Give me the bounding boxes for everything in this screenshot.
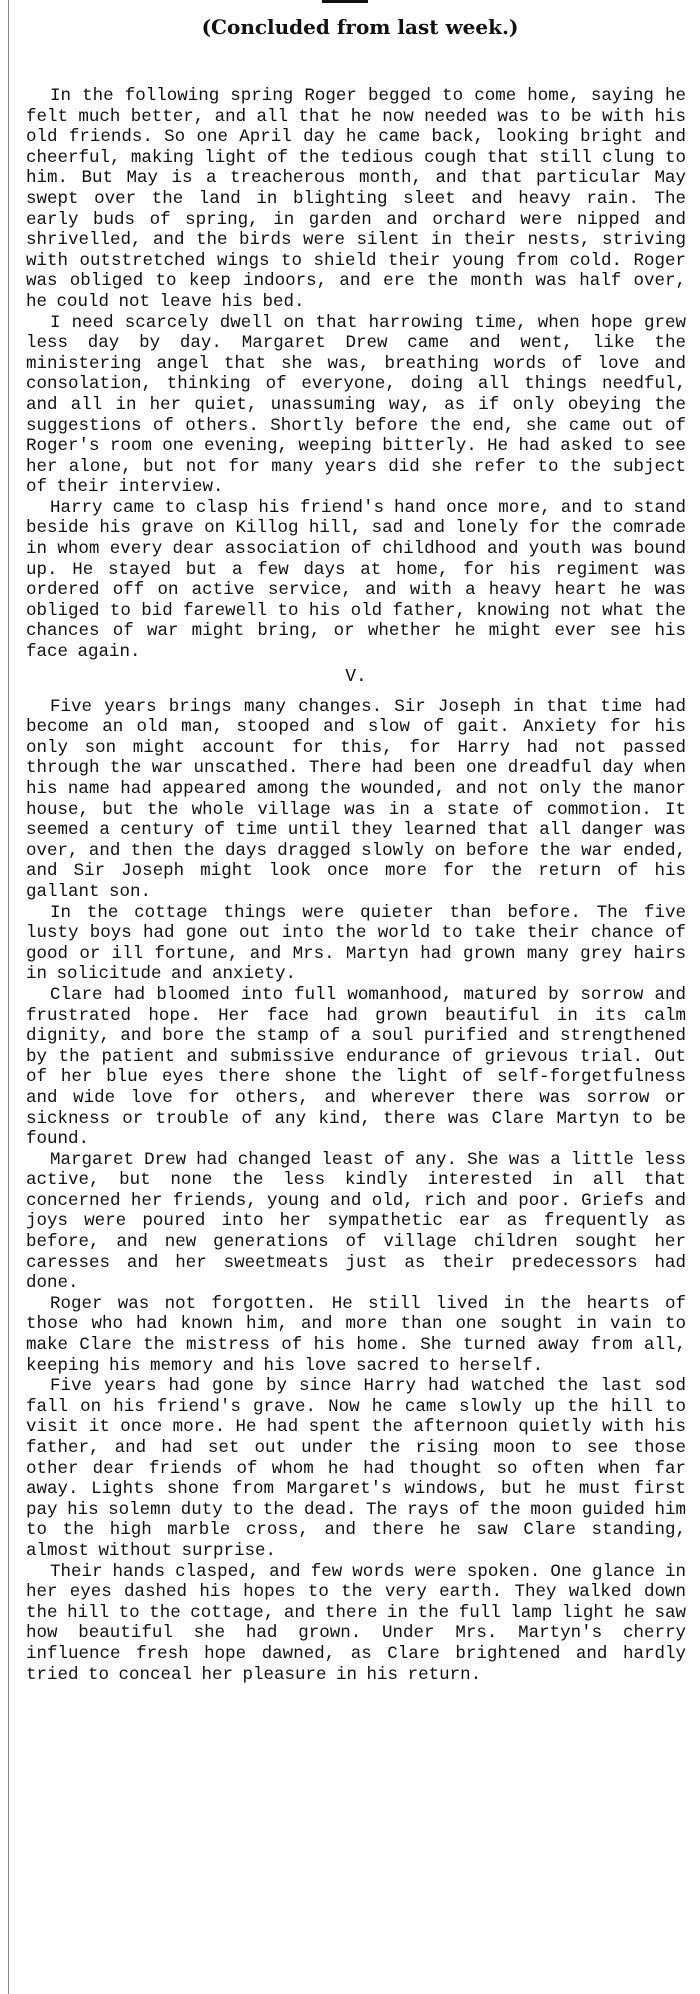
paragraph-cottage: In the cottage things were quieter than before. The five lusty boys had gone out into the world to take their chance of good or ill fortune, and Mrs. Martyn had grown many grey hairs in solicitude and anxiety. (26, 902, 686, 985)
paragraph-clare: Clare had bloomed into full womanhood, matured by sorrow and frustrated hope. Her face had grown beautiful in its calm dignity, and bore the stamp of a soul purified and strengthened by the patient and submissive endurance of grievous trial. Out of her blue eyes there shone the light of self-forgetfulness and wide love for others, and wherever there was sorrow or sickness or trouble of any kind, there was Clare Martyn to be found. (26, 984, 686, 1150)
paragraph-harrowing-time: I need scarcely dwell on that harrowing time, when hope grew less day by day. Margaret Drew came and went, like the ministering angel that she was, breathing words of love and consolation, thinking of everyone, doing all things needful, and all in her quiet, unassuming way, as if only obeying the suggestions of others. Shortly before the end, she came out of Roger's room one evening, weeping bitterly. He had asked to see her alone, but not for many years did she refer to the subject of their interview. (26, 312, 686, 498)
continuation-heading: (Concluded from last week.) (201, 15, 519, 39)
paragraph-harry-visit: Five years had gone by since Harry had watched the last sod fall on his friend's grave. Now he came slowly up the hill to visit it once more. He had spent the afternoon quietly with his father, and had set out under the rising moon to see those other dear friends of whom he had thought so often when far away. Lights shone from Margaret's windows, but he must first pay his solemn duty to the dead. The rays of the moon guided him to the high marble cross, and there he saw Clare standing, almost without surprise. (26, 1376, 686, 1561)
paragraph-roger-remembered: Roger was not forgotten. He still lived in the hearts of those who had known him, and more than one sought in vain to make Clare the mistress of his home. She turned away from all, keeping his memory and his love sacred to herself. (26, 1293, 686, 1376)
paragraph-five-years: Five years brings many changes. Sir Joseph in that time had become an old man, stooped and slow of gait. Anxiety for his only son might account for this, for Harry had not passed through the war unscathed. There had been one dreadful day when his name had appeared among the wounded, and not only the manor house, but the whole village was in a state of commotion. It seemed a century of time until they learned that all danger was over, and then the days dragged slowly on before the war ended, and Sir Joseph might look once more for the return of his gallant son. (26, 696, 686, 902)
paragraph-harry-farewell: Harry came to clasp his friend's hand once more, and to stand beside his grave on Killog hill, sad and lonely for the comrade in whom every dear association of childhood and youth was bound up. He stayed but a few days at home, for his regiment was ordered off on active service, and with a heavy heart he was obliged to bid farewell to his old father, knowing not what the chances of war might bring, or whether he might ever see his face again. (26, 497, 686, 663)
paragraph-reunion: Their hands clasped, and few words were spoken. One glance in her eyes dashed his hopes to the very earth. They walked down the hill to the cottage, and there in the full lamp light he saw how beautiful she had grown. Under Mrs. Martyn's cherry influence fresh hope dawned, as Clare brightened and hardly tried to conceal her pleasure in his return. (26, 1561, 686, 1685)
paragraph-margaret: Margaret Drew had changed least of any. She was a little less active, but none the less kindly interested in all that concerned her friends, young and old, rich and poor. Griefs and joys were poured into her sympathetic ear as frequently as before, and new generations of village children sought her caresses and her sweetmeats just as their predecessors had done. (26, 1149, 686, 1294)
top-rule (322, 0, 368, 3)
paragraph-roger-returns: In the following spring Roger begged to come home, saying he felt much better, and all that he now needed was to be with his old friends. So one April day he came back, looking bright and cheerful, making light of the tedious cough that still clung to him. But May is a treacherous month, and that particular May swept over the land in blighting sleet and heavy rain. The early buds of spring, in garden and orchard were nipped and shrivelled, and the birds were silent in their nests, striving with outstretched wings to shield their young from cold. Roger was obliged to keep indoors, and ere the month was half over, he could not leave his bed. (26, 86, 686, 312)
column-border (8, 0, 9, 1994)
section-number: V. (345, 666, 367, 687)
